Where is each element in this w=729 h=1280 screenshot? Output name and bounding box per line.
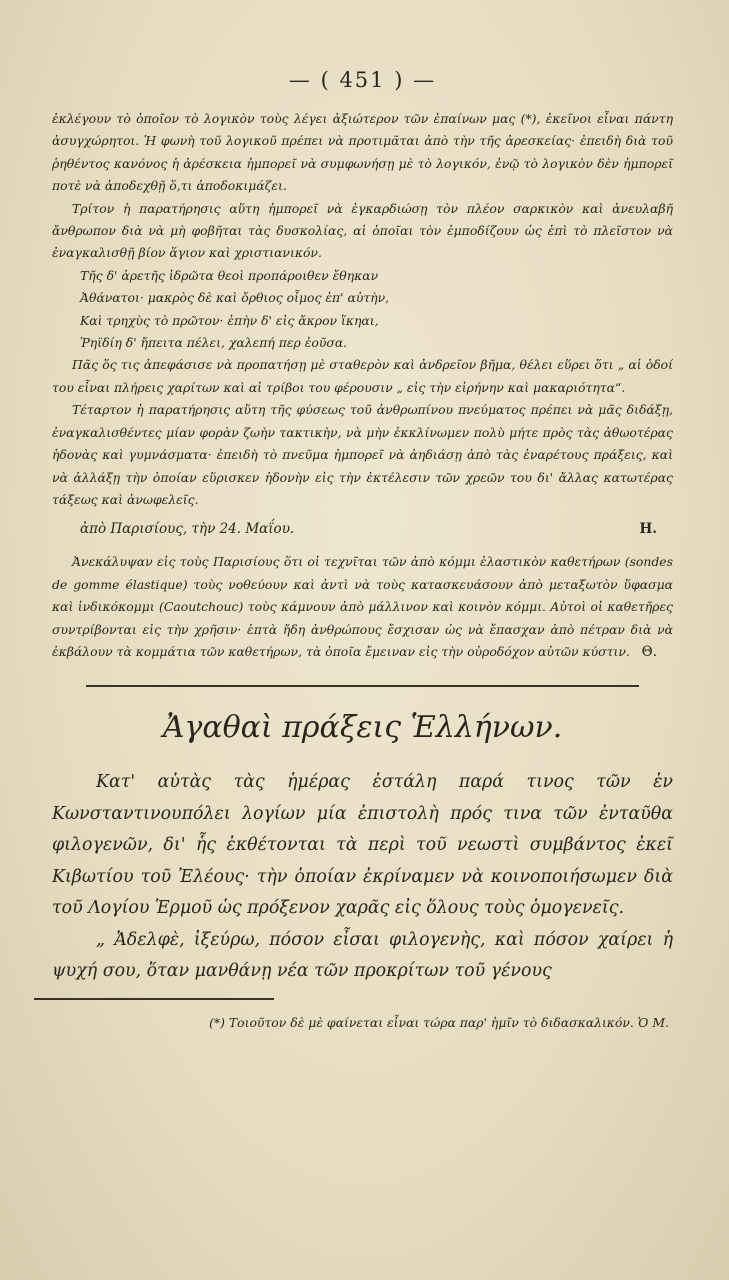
footnote-divider (34, 998, 274, 1000)
paragraph-letter-intro: Κατ' αὐτὰς τὰς ἡμέρας ἐστάλη παρά τινος τῶν ἐν Κωνσταντινουπόλει λογίων μία ἐπιστολὴ πρός τινα τῶν ἐνταῦθα φιλογενῶν, δι' ἧς ἐκθέτονται τὰ περὶ τοῦ νεωστὶ συμβάντος ἐκεῖ Κιβωτίου τοῦ Ἐλέους· τὴν ὁποίαν ἐκρίναμεν νὰ κοινοποιήσωμεν διὰ τοῦ Λογίου Ἑρμοῦ ὡς πρόξενον χαρᾶς εἰς ὅλους τοὺς ὁμογενεῖς. (52, 772, 673, 919)
author-initial: Η. (639, 521, 657, 538)
dateline-place: ἀπὸ Παρισίους, τὴν 24. Μαΐου. (80, 521, 295, 538)
verse-line: Καὶ τρηχὺς τὸ πρῶτον· ἐπὴν δ' εἰς ἄκρον ἵκηαι, (80, 312, 379, 328)
verse-line: Ἀθάνατοι· μακρὸς δὲ καὶ ὄρθιος οἶμος ἐπ' αὐτὴν, (80, 290, 390, 306)
paragraph-third-observation: Τρίτον ἡ παρατήρησις αὕτη ἠμπορεῖ νὰ ἐγκαρδιώσῃ τὸν πλέον σαρκικὸν καὶ ἀνευλαβῆ ἄνθρωπον διὰ νὰ μὴ φοβῆται τὰς δυσκολίας, αἱ ὁποῖαι τὸν ἐμποδίζουν ὡς ἐπὶ τὸ πλεῖστον νὰ ἐναγκαλισθῇ βίον ἅγιον καὶ χριστιανικόν. (52, 200, 673, 261)
paragraph-letter-quote: „ Ἀδελφὲ, ἰξεύρω, πόσον εἶσαι φιλογενὴς, καὶ πόσον χαίρει ἡ ψυχή σου, ὅταν μανθάνῃ νέα τῶν προκρίτων τοῦ γένους (52, 929, 673, 982)
paragraph-fourth-observation: Τέταρτον ἡ παρατήρησις αὕτη τῆς φύσεως τοῦ ἀνθρωπίνου πνεύματος πρέπει νὰ μᾶς διδάξῃ, ἐναγκαλισθέντες μίαν φορὰν ζωὴν τακτικὴν, νὰ μὴν ἐκκλίνωμεν πολὺ μήτε πρὸς τὰς ἀθωοτέρας ἡδονὰς καὶ γυμνάσματα· ἐπειδὴ τὸ πνεῦμα ἠμπορεῖ νὰ ἀηδιάσῃ ἀπὸ τὰς ἐναρέτους πράξεις, καὶ νὰ ἀλλάξῃ τὴν ὁποίαν εὕρισκεν ἡδονὴν εἰς τὴν ἐκτέλεσιν τῶν χρεῶν του δι' ἄλλας κατωτέρας τάξεως καὶ ἀνωφελεῖς. (52, 402, 673, 507)
footnote: (*) Τοιοῦτον δὲ μὲ φαίνεται εἶναι τώρα παρ' ἡμῖν τὸ διδασκαλικόν. Ὁ Μ. (209, 1014, 669, 1030)
verse-quote (52, 265, 673, 355)
paragraph-resolve: Πᾶς ὅς τις ἀπεφάσισε νὰ προπατήσῃ μὲ σταθερὸν καὶ ἀνδρεῖον βῆμα, θέλει εὕρει ὅτι „ αἱ ὁδοί του εἶναι πλήρεις χαρίτων καὶ αἱ τρίβοι του φέρουσιν „ εἰς τὴν εἰρήνην καὶ μακαριότητα“. (52, 357, 673, 395)
author-initial: Θ. (641, 644, 657, 661)
section-title: Ἀγαθαὶ πράξεις Ἑλλήνων. (162, 710, 563, 746)
section-divider (86, 685, 639, 687)
paragraph-catheters: Ἀνεκάλυψαν εἰς τοὺς Παρισίους ὅτι οἱ τεχνῖται τῶν ἀπὸ κόμμι ἐλαστικὸν καθετήρων (sondes de gomme élastique) τοὺς νοθεύουν καὶ ἀντὶ νὰ τοὺς κατασκευάσουν ἀπὸ μεταξωτὸν ὕφασμα καὶ ἰνδικόκομμι (Caoutchouc) τοὺς κάμνουν ἀπὸ μάλλινον καὶ κοινὸν κόμμι. Αὐτοὶ οἱ καθετῆρες συντρίβονται εἰς τὴν χρῆσιν· ἑπτὰ ἤδη ἀνθρώπους ἔσχισαν ὡς νὰ ἔπασχαν ἀπὸ πέτραν διὰ νὰ ἐκβάλουν τὰ κομμάτια τῶν καθετήρων, τὰ ὁποῖα ἔμειναν εἰς τὴν οὐροδόχον αὐτῶν κύστιν. (52, 554, 673, 659)
page-number: — ( 451 ) — (288, 68, 437, 92)
verse-line: Ῥηϊδίη δ' ἤπειτα πέλει, χαλεπή περ ἐοῦσα. (80, 335, 348, 351)
dateline (52, 517, 673, 541)
paragraph-continuation: ἐκλέγουν τὸ ὁποῖον τὸ λογικὸν τοὺς λέγει ἀξιώτερον τῶν ἐπαίνων μας (*), ἐκεῖνοι εἶναι πάντη ἀσυγχώρητοι. Ἡ φωνὴ τοῦ λογικοῦ πρέπει νὰ προτιμᾶται ἀπὸ τὴν τῆς ἀρεσκείας· ἐπειδὴ διὰ τοῦ ῥηθέντος κανόνος ἡ ἀρέσκεια ἠμπορεῖ νὰ συμφωνήσῃ μὲ τὸ λογικόν, ἐνῷ τὸ λογικὸν δὲν ἠμπορεῖ ποτὲ νὰ ἀποδεχθῇ ὅ,τι ἀποδοκιμάζει. (52, 111, 673, 194)
verse-line: Τῆς δ' ἀρετῆς ἱδρῶτα θεοὶ προπάροιθεν ἔθηκαν (80, 267, 379, 283)
